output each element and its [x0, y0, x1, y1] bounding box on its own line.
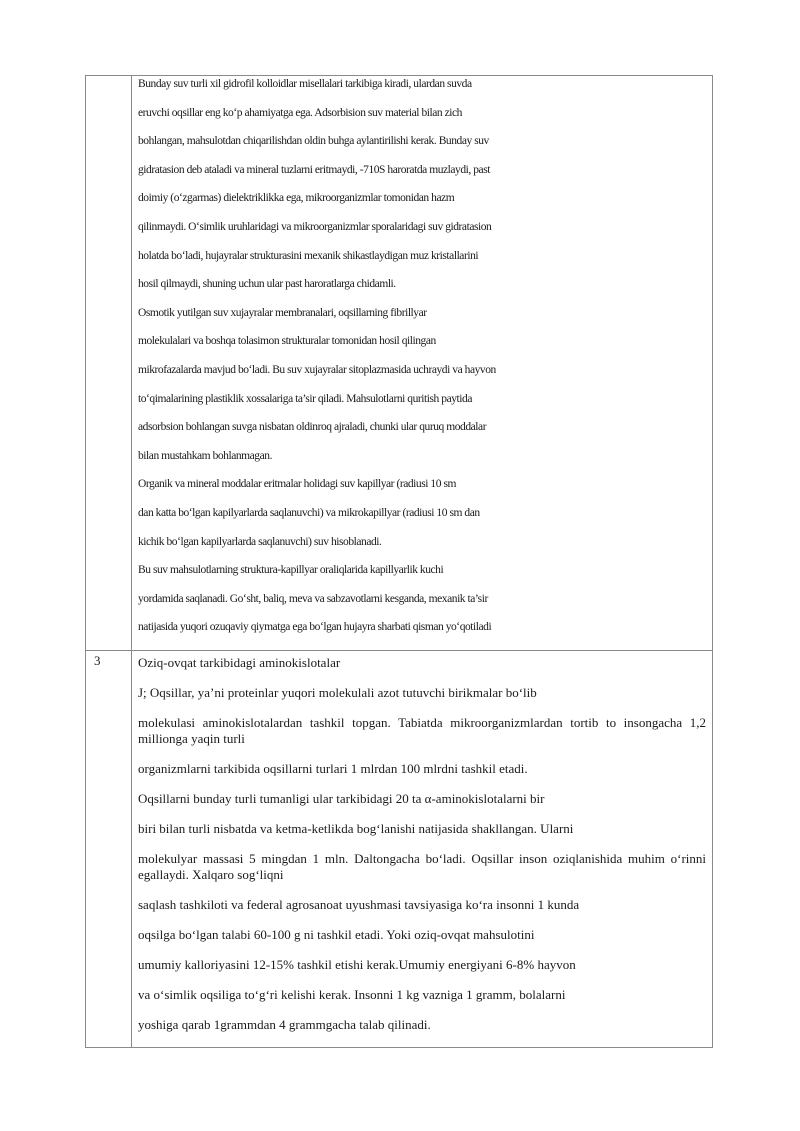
paragraph: va o‘simlik oqsiliga to‘g‘ri kelishi kerak. Insonni 1 kg vazniga 1 gramm, bolalarni — [138, 987, 566, 1002]
paragraph: bilan mustahkam bohlanmagan. — [138, 449, 272, 462]
paragraph: qilinmaydi. O‘simlik uruhlaridagi va mikroorganizmlar sporalaridagi suv gidratasion — [138, 220, 492, 233]
paragraph: umumiy kalloriyasini 12-15% tashkil etishi kerak.Umumiy energiyani 6-8% hayvon — [138, 957, 576, 972]
table-row — [86, 651, 713, 1048]
paragraph: yoshiga qarab 1grammdan 4 grammgacha talab qilinadi. — [138, 1017, 431, 1032]
paragraph: molekulasi aminokislotalardan tashkil topgan. Tabiatda mikroorganizmlardan tortib to insongacha 1,2 millionga yaqin turli — [138, 715, 706, 746]
paragraph: eruvchi oqsillar eng ko‘p ahamiyatga ega. Adsorbision suv material bilan zich — [138, 106, 462, 119]
row-text-cell — [132, 76, 713, 651]
paragraph: Bunday suv turli xil gidrofil kolloidlar misellalari tarkibiga kiradi, ulardan suvda — [138, 78, 472, 90]
paragraph: molekulalari va boshqa tolasimon strukturalar tomonidan hosil qilingan — [138, 335, 436, 348]
paragraph: to‘qimalarining plastiklik xossalariga ta’sir qiladi. Mahsulotlarni quritish paytida — [138, 392, 472, 405]
paragraph: doimiy (o‘zgarmas) dielektriklikka ega, mikroorganizmlar tomonidan hazm — [138, 192, 455, 205]
paragraph: Oqsillarni bunday turli tumanligi ular tarkibidagi 20 ta α-aminokislotalarni bir — [138, 791, 545, 806]
section-heading: Oziq-ovqat tarkibidagi aminokislotalar — [138, 655, 341, 670]
paragraph: kichik bo‘lgan kapilyarlarda saqlanuvchi) suv hisoblanadi. — [138, 535, 382, 548]
paragraph: holatda bo‘ladi, hujayralar strukturasini mexanik shikastlaydigan muz kristallarini — [138, 249, 479, 262]
paragraph: J; Oqsillar, ya’ni proteinlar yuqori molekulali azot tutuvchi birikmalar bo‘lib — [138, 685, 537, 700]
paragraph: biri bilan turli nisbatda va ketma-ketlikda bog‘lanishi natijasida shakllangan. Ularni — [138, 821, 574, 836]
paragraph: yordamida saqlanadi. Go‘sht, baliq, meva va sabzavotlarni kesganda, mexanik ta’sir — [138, 592, 488, 605]
paragraph: Bu suv mahsulotlarning struktura-kapillyar oraliqlarida kapillyarlik kuchi — [138, 564, 444, 577]
paragraph: hosil qilmaydi, shuning uchun ular past haroratlarga chidamli. — [138, 278, 396, 291]
row-number-cell: 3 — [86, 651, 132, 1048]
paragraph: Organik va mineral moddalar eritmalar holidagi suv kapillyar (radiusi 10 sm — [138, 478, 456, 491]
paragraph: gidratasion deb ataladi va mineral tuzlarni eritmaydi, -710S haroratda muzlaydi, past — [138, 163, 490, 176]
table-row — [86, 76, 713, 651]
paragraph: molekulyar massasi 5 mingdan 1 mln. Daltongacha bo‘ladi. Oqsillar inson oziqlanishida muhim o‘rinni egallaydi. Xalqaro sog‘liqni — [138, 851, 706, 882]
paragraph: adsorbsion bohlangan suvga nisbatan oldinroq ajraladi, chunki ular quruq moddalar — [138, 421, 487, 434]
paragraph: Osmotik yutilgan suv xujayralar membranalari, oqsillarning fibrillyar — [138, 306, 427, 319]
paragraph: saqlash tashkiloti va federal agrosanoat uyushmasi tavsiyasiga ko‘ra insonni 1 kunda — [138, 897, 580, 912]
paragraph: oqsilga bo‘lgan talabi 60-100 g ni tashkil etadi. Yoki oziq-ovqat mahsulotini — [138, 927, 535, 942]
paragraph: organizmlarni tarkibida oqsillarni turlari 1 mlrdan 100 mlrdni tashkil etadi. — [138, 761, 528, 776]
content-table — [85, 75, 713, 1048]
paragraph: dan katta bo‘lgan kapilyarlarda saqlanuvchi) va mikrokapillyar (radiusi 10 sm dan — [138, 506, 480, 519]
paragraph: bohlangan, mahsulotdan chiqarilishdan oldin buhga aylantirilishi kerak. Bunday suv — [138, 135, 489, 148]
paragraph: natijasida yuqori ozuqaviy qiymatga ega bo‘lgan hujayra sharbati qisman yo‘qotiladi — [138, 621, 492, 634]
row-number-cell — [86, 76, 132, 651]
paragraph: mikrofazalarda mavjud bo‘ladi. Bu suv xujayralar sitoplazmasida uchraydi va hayvon — [138, 363, 496, 376]
row-text-cell — [132, 651, 713, 1048]
